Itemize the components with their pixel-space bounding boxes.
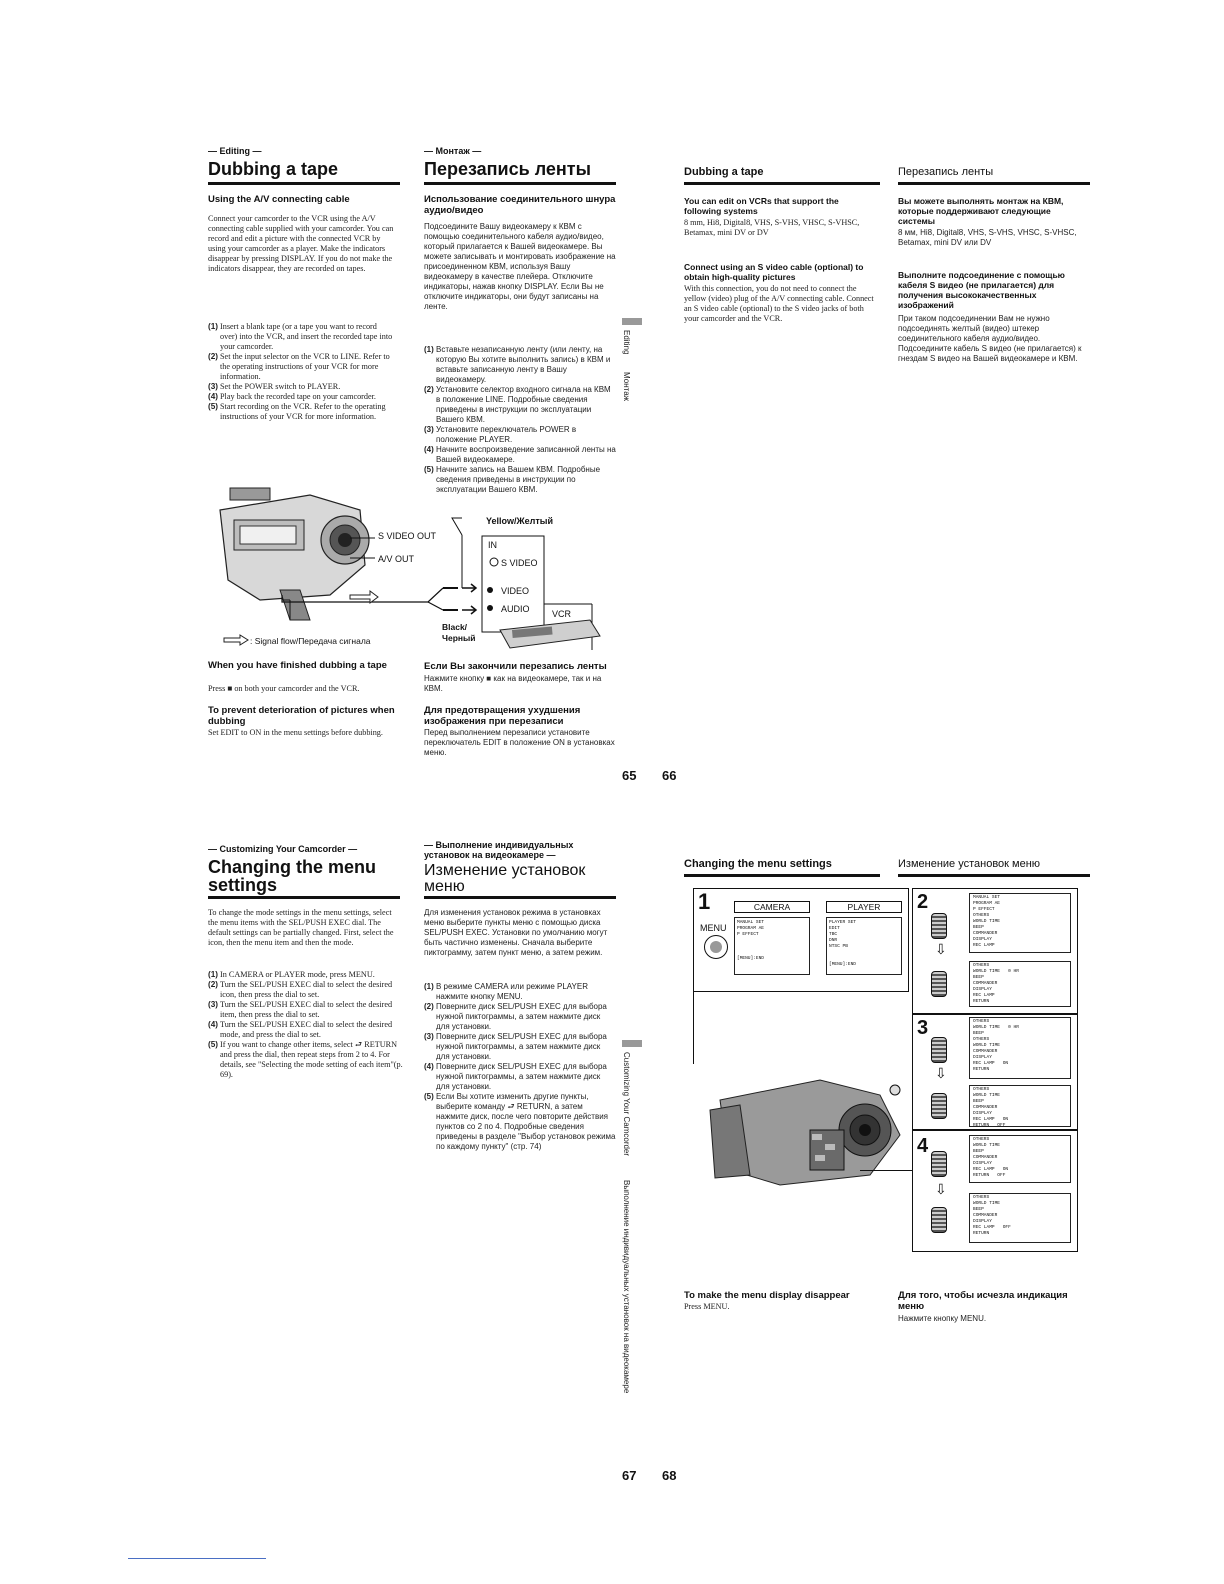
page-title-ru-line2: меню — [424, 878, 465, 895]
page-number: 67 — [622, 1468, 637, 1483]
signal-flow-icon — [350, 591, 378, 603]
dial-press-icon — [931, 971, 947, 997]
step-number: 2 — [917, 891, 929, 913]
list-item: (5) Если Вы хотите изменить другие пункты, выберите команду ⮐ RETURN, а затем нажмите диск, после чего повторите действия пунктов со 2 по 4. Подробные сведения приведены в разделе "Выбор установок режима по каждому пункту" (стр. 74) — [424, 1092, 616, 1151]
title-rule — [684, 182, 880, 185]
list-item: (4) Начните воспроизведение записанной ленты на Вашей видеокамере. — [424, 445, 616, 464]
audio-label: AUDIO — [501, 604, 530, 614]
step-number: 4 — [917, 1135, 929, 1157]
s-video-text: With this connection, you do not need to connect the yellow (video) plug of the A/V connecting cable. Connect an S video cable (optional) to the S video jacks of both your camcorder and the VCR. — [684, 284, 874, 323]
list-item: (4) Поверните диск SEL/PUSH EXEC для выбора нужной пиктограммы, а затем нажмите диск для установки. — [424, 1062, 607, 1091]
dial-press-icon — [931, 1207, 947, 1233]
list-item: (5) Start recording on the VCR. Refer to the operating instructions of your VCR for more information. — [208, 402, 386, 421]
finished-heading: When you have finished dubbing a tape — [208, 660, 387, 671]
step-number: 3 — [917, 1017, 929, 1039]
finished-text: Press ■ on both your camcorder and the VCR. — [208, 684, 360, 693]
systems-list-ru: 8 мм, Hi8, Digital8, VHS, S-VHS, VHSC, S-VHSC, Betamax, mini DV или DV — [898, 228, 1077, 247]
section-label-ru: — Выполнение индивидуальных установок на видеокамере — — [424, 840, 574, 860]
dial-icon — [931, 1151, 947, 1177]
page-title-ru: Перезапись ленты — [424, 159, 591, 179]
menu-screen: OTHERS WORLD TIME BEEP COMMANDER DISPLAY REC LAMP OFF RETURN — [969, 1193, 1071, 1243]
side-label-ru: Монтаж — [622, 372, 631, 401]
black-label: Black/ — [442, 622, 468, 632]
video-label: VIDEO — [501, 586, 530, 596]
intro-text: Connect your camcorder to the VCR using the A/V connecting cable supplied with your camcorder. You can record and edit a picture with the connected VCR by using your camcorder as a player. Make the indicators disappear by pressing DISPLAY. If you do not make the indicators disappear, they are recorded on tapes. — [208, 214, 394, 273]
list-item: (2) Set the input selector on the VCR to LINE. Refer to the operating instructions of your VCR for more information. — [208, 352, 390, 381]
camcorder-illustration — [220, 488, 369, 620]
side-label-en: Customizing Your Camcorder — [622, 1052, 631, 1157]
video-jack-icon — [487, 587, 493, 593]
step-number: 1 — [698, 889, 711, 914]
dial-icon — [931, 913, 947, 939]
menu-screen: OTHERS WORLD TIME 0 HR BEEP COMMANDER DISPLAY REC LAMP RETURN — [969, 961, 1071, 1007]
list-item: (2) Поверните диск SEL/PUSH EXEC для выбора нужной пиктограммы, а затем нажмите диск для установки. — [424, 1002, 607, 1031]
systems-heading: You can edit on VCRs that support the following systems — [684, 196, 839, 216]
av-out-label: A/V OUT — [378, 554, 415, 564]
menu-button-label: MENU — [700, 923, 727, 933]
list-item: (2) Установите селектор входного сигнала на КВМ в положение LINE. Подробные сведения приведены в инструкции по эксплуатации Вашего КВМ. — [424, 385, 611, 424]
intro-text-ru: Для изменения установок режима в установках меню выберите пункты меню с помощью диска SEL/PUSH EXEC. Установки по умолчанию могут быть частично изменены. Сначала выберите пиктограмму, затем пункт меню, а затем режим. — [424, 908, 608, 957]
list-item: (3) Установите переключатель POWER в положение PLAYER. — [424, 425, 577, 444]
side-tab — [622, 318, 642, 325]
step-list — [208, 970, 404, 1080]
dial-icon — [931, 1037, 947, 1063]
menu-disappear-heading-ru: Для того, чтобы исчезла индикация меню — [898, 1290, 1068, 1312]
step-1-frame — [693, 888, 909, 992]
camera-mode-label: CAMERA — [734, 901, 810, 913]
section-label: — Customizing Your Camcorder — — [208, 844, 358, 854]
menu-screen: MANUAL SET PROGRAM AE P EFFECT OTHERS WORLD TIME BEEP COMMANDER DISPLAY REC LAMP — [969, 893, 1071, 953]
list-item: (1) В режиме CAMERA или режиме PLAYER нажмите кнопку MENU. — [424, 982, 588, 1001]
page-title: Dubbing a tape — [208, 159, 338, 179]
signal-flow-legend: : Signal flow/Передача сигнала — [250, 636, 371, 646]
page-title-66: Dubbing a tape — [684, 166, 764, 178]
page-title-68-ru: Изменение установок меню — [898, 858, 1041, 870]
arrow-down-icon: ⇩ — [935, 941, 947, 957]
camera-menu-screen: MANUAL SET PROGRAM AE P EFFECT [MENU]:END — [734, 917, 810, 975]
arrow-down-icon: ⇩ — [935, 1065, 947, 1081]
prevent-heading: To prevent deterioration of pictures when dubbing — [208, 705, 395, 727]
audio-jack-icon — [487, 605, 493, 611]
prevent-text: Set EDIT to ON in the menu settings before dubbing. — [208, 728, 383, 737]
intro-text: To change the mode settings in the menu settings, select the menu items with the SEL/PUSH EXEC dial. The default settings can be partially changed. First, select the icon, then the menu item and then the mode. — [208, 908, 394, 947]
systems-list: 8 mm, Hi8, Digital8, VHS, S-VHS, VHSC, S-VHSC, Betamax, mini DV or DV — [684, 218, 860, 237]
page-number: 65 — [622, 768, 637, 783]
list-item: (3) Поверните диск SEL/PUSH EXEC для выбора нужной пиктограммы, а затем нажмите диск для установки. — [424, 1032, 607, 1061]
systems-heading-ru: Вы можете выполнять монтаж на КВМ, которые поддерживают следующие системы — [898, 196, 1064, 226]
side-tab — [622, 1040, 642, 1047]
legend-arrow-icon — [224, 635, 248, 645]
title-rule — [684, 874, 880, 877]
list-item: (1) Insert a blank tape (or a tape you want to record over) into the VCR, and insert the recorded tape into your camcorder. — [208, 322, 393, 351]
vcr-label: VCR — [552, 609, 572, 619]
list-item: (3) Turn the SEL/PUSH EXEC dial to select the desired item, then press the dial to set. — [208, 1000, 393, 1019]
menu-screen: OTHERS WORLD TIME BEEP COMMANDER DISPLAY REC LAMP ON RETURN OFF — [969, 1085, 1071, 1127]
list-item: (5) If you want to change other items, select ⮐ RETURN and press the dial, then repeat steps from 2 to 4. For details, see "Selecting the mode setting of each item"(p. 69). — [208, 1040, 403, 1079]
page-title-66-ru: Перезапись ленты — [898, 166, 994, 178]
menu-screen: OTHERS WORLD TIME 0 HR BEEP OTHERS WORLD TIME COMMANDER DISPLAY REC LAMP ON RETURN — [969, 1017, 1071, 1079]
title-rule — [424, 182, 616, 185]
side-label-ru: Выполнение индивидуальных установок на видеокамере — [622, 1180, 631, 1394]
dial-press-icon — [931, 1093, 947, 1119]
vcr-input-panel — [482, 536, 544, 632]
page-title: Changing the menu — [208, 857, 376, 877]
subheading: Using the A/V connecting cable — [208, 194, 350, 205]
list-item: (5) Начните запись на Вашем КВМ. Подробные сведения приведены в инструкции по эксплуатации Вашего КВМ. — [424, 465, 601, 494]
list-item: (2) Turn the SEL/PUSH EXEC dial to select the desired icon, then press the dial to set. — [208, 980, 393, 999]
title-rule — [424, 896, 616, 899]
prevent-heading-ru: Для предотвращения ухудшения изображения при перезаписи — [424, 705, 581, 727]
black-label-ru: Черный — [442, 633, 476, 643]
s-video-out-label: S VIDEO OUT — [378, 531, 437, 541]
section-label-ru: — Монтаж — — [424, 146, 482, 156]
list-item: (4) Turn the SEL/PUSH EXEC dial to select the desired mode, and press the dial to set. — [208, 1020, 393, 1039]
footer-rule — [128, 1558, 266, 1559]
prevent-text-ru: Перед выполнением перезаписи установите переключатель EDIT в положение ON в установках меню. — [424, 728, 615, 757]
s-video-heading: Connect using an S video cable (optional) to obtain high-quality pictures — [684, 262, 864, 282]
list-item: (3) Set the POWER switch to PLAYER. — [208, 382, 341, 391]
subheading-ru: Использование соединительного шнура аудио/видео — [424, 194, 616, 216]
side-label-en: Editing — [622, 330, 631, 355]
title-rule — [208, 896, 400, 899]
player-menu-screen: PLAYER SET EDIT TBC DNR NTSC PB [MENU]:END — [826, 917, 902, 975]
player-mode-label: PLAYER — [826, 901, 902, 913]
title-rule — [898, 182, 1090, 185]
step-list — [208, 322, 396, 422]
title-rule — [898, 874, 1090, 877]
step-list-ru — [424, 982, 616, 1152]
menu-button-icon — [704, 935, 728, 959]
menu-disappear-text-ru: Нажмите кнопку MENU. — [898, 1314, 987, 1323]
s-video-label: S VIDEO — [501, 558, 538, 568]
list-item: (1) Вставьте незаписанную ленту (или ленту, на которую Вы хотите выполнить запись) в КВМ и вставьте записанную ленту в Вашу видеокамеру. — [424, 345, 611, 384]
finished-text-ru: Нажмите кнопку ■ как на видеокамере, так и на КВМ. — [424, 674, 602, 693]
intro-text-ru: Подсоедините Вашу видеокамеру к КВМ с помощью соединительного кабеля аудио/видео, который прилагается к Вашей видеокамере. Вы можете записывать и монтировать изображение на присоединенном КВМ, используя Вашу видеокамеру в качестве плейера. Отключите индикаторы, нажав кнопку DISPLAY. Если Вы не отключите индикаторы, они будут записаны на ленте. — [424, 222, 616, 311]
page-number: 68 — [662, 1468, 677, 1483]
page-number: 66 — [662, 768, 677, 783]
title-rule — [208, 182, 400, 185]
s-video-text-ru: При таком подсоединении Вам не нужно подсоединять желтый (видео) штекер соединительного кабеля аудио/видео. Подсоедините кабель S видео (не прилагается) к гнездам S видео на Вашей видеокамере и КВМ. — [898, 314, 1082, 363]
menu-disappear-text: Press MENU. — [684, 1302, 730, 1311]
list-item: (4) Play back the recorded tape on your camcorder. — [208, 392, 376, 401]
menu-disappear-heading: To make the menu display disappear — [684, 1290, 850, 1301]
yellow-label: Yellow/Желтый — [486, 516, 553, 526]
menu-screen: OTHERS WORLD TIME BEEP COMMANDER DISPLAY REC LAMP ON RETURN OFF — [969, 1135, 1071, 1183]
page-title-ru: Изменение установок — [424, 862, 586, 879]
finished-heading-ru: Если Вы закончили перезапись ленты — [424, 661, 607, 672]
page-title-line2: settings — [208, 875, 278, 895]
arrow-down-icon: ⇩ — [935, 1181, 947, 1197]
list-item: (1) In CAMERA or PLAYER mode, press MENU. — [208, 970, 375, 979]
section-label: — Editing — — [208, 146, 262, 156]
steps-2-4-frame — [912, 888, 1078, 1252]
page-title-68: Changing the menu settings — [684, 858, 832, 870]
in-label: IN — [488, 540, 497, 550]
s-video-heading-ru: Выполните подсоединение с помощью кабеля S видео (не прилагается) для получения высококачественных изображений — [898, 270, 1065, 310]
